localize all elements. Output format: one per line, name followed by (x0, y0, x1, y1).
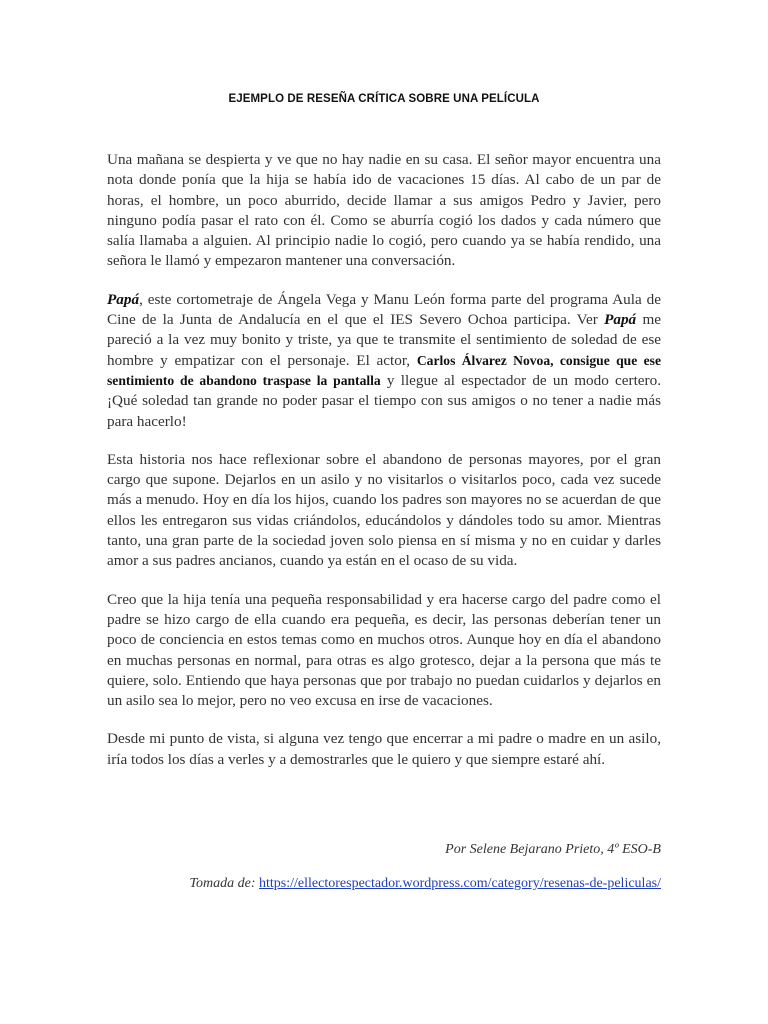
paragraph-text: me pareció a la vez muy bonito y triste, ya que te transmite el sentimiento de soledad de ese hombre y empatizar con el personaje. El actor, (107, 311, 662, 369)
actor-highlight: Carlos Álvarez Novoa, consigue que ese sentimiento de abandono traspase la pantalla (107, 352, 661, 388)
source-label: Tomada de: (189, 876, 256, 891)
review-body (107, 150, 661, 788)
film-title: Papá (604, 311, 637, 329)
source-link[interactable]: https://ellectorespectador.wordpress.com/category/resenas-de-peliculas/ (259, 876, 661, 891)
paragraph-text: , este cortometraje de Ángela Vega y Manu León forma parte del programa Aula de Cine de la Junta de Andalucía en el que el IES Severo Ochoa participa. Ver (107, 290, 661, 329)
document-title: EJEMPLO DE RESEÑA CRÍTICA SOBRE UNA PELÍCULA (228, 93, 540, 105)
paragraph-text: y llegue al espectador de un modo certero. ¡Qué soledad tan grande no poder pasar el tiempo con sus amigos o no tener a nadie más para hacerlo! (107, 371, 661, 430)
film-title: Papá (107, 290, 140, 308)
paragraph-synopsis: Una mañana se despierta y ve que no hay nadie en su casa. El señor mayor encuentra una nota donde ponía que la hija se había ido de vacaciones 15 días. Al cabo de un par de horas, el hombre, un poco aburrido, decide llamar a sus amigos Pedro y Javier, pero ninguno podía pasar el rato con él. Como se aburría cogió los dados y cada número que salía llamaba a alguien. Al principio nadie lo cogió, pero cuando ya se había rendido, una señora le llamó y empezaron mantener una conversación. (107, 151, 661, 270)
author-signature: Por Selene Bejarano Prieto, 4º ESO-B (445, 842, 661, 857)
paragraph-conclusion: Desde mi punto de vista, si alguna vez tengo que encerrar a mi padre o madre en un asilo, iría todos los días a verles y a demostrarles que le quiero y que siempre estaré ahí. (107, 730, 661, 768)
paragraph-reflection: Esta historia nos hace reflexionar sobre el abandono de personas mayores, por el gran cargo que supone. Dejarlos en un asilo y no visitarlos o visitarlos poco, cada vez sucede más a menudo. Hoy en día los hijos, cuando los padres son mayores no se acuerdan de que ellos les entregaron sus vidas criándolos, educándolos y dándoles todo su amor. Mientras tanto, una gran parte de la sociedad joven solo piensa en sí misma y no en cuidar y darles amor a sus padres ancianos, cuando ya están en el ocaso de su vida. (107, 450, 661, 570)
source-citation (190, 876, 661, 892)
paragraph-responsibility: Creo que la hija tenía una pequeña responsabilidad y era hacerse cargo del padre como el padre se hizo cargo de ella cuando era pequeña, es decir, las personas deberían tener un poco de conciencia en estos temas como en muchos otros. Aunque hoy en día el abandono en muchas personas en normal, para otras es algo grotesco, dejar a la persona que más te quiere, solo. Entiendo que haya personas que por trabajo no puedan cuidarlos y dejarlos en un asilo sea lo mejor, pero no veo excusa en irse de vacaciones. (107, 590, 661, 710)
paragraph-film-opinion (107, 290, 661, 432)
